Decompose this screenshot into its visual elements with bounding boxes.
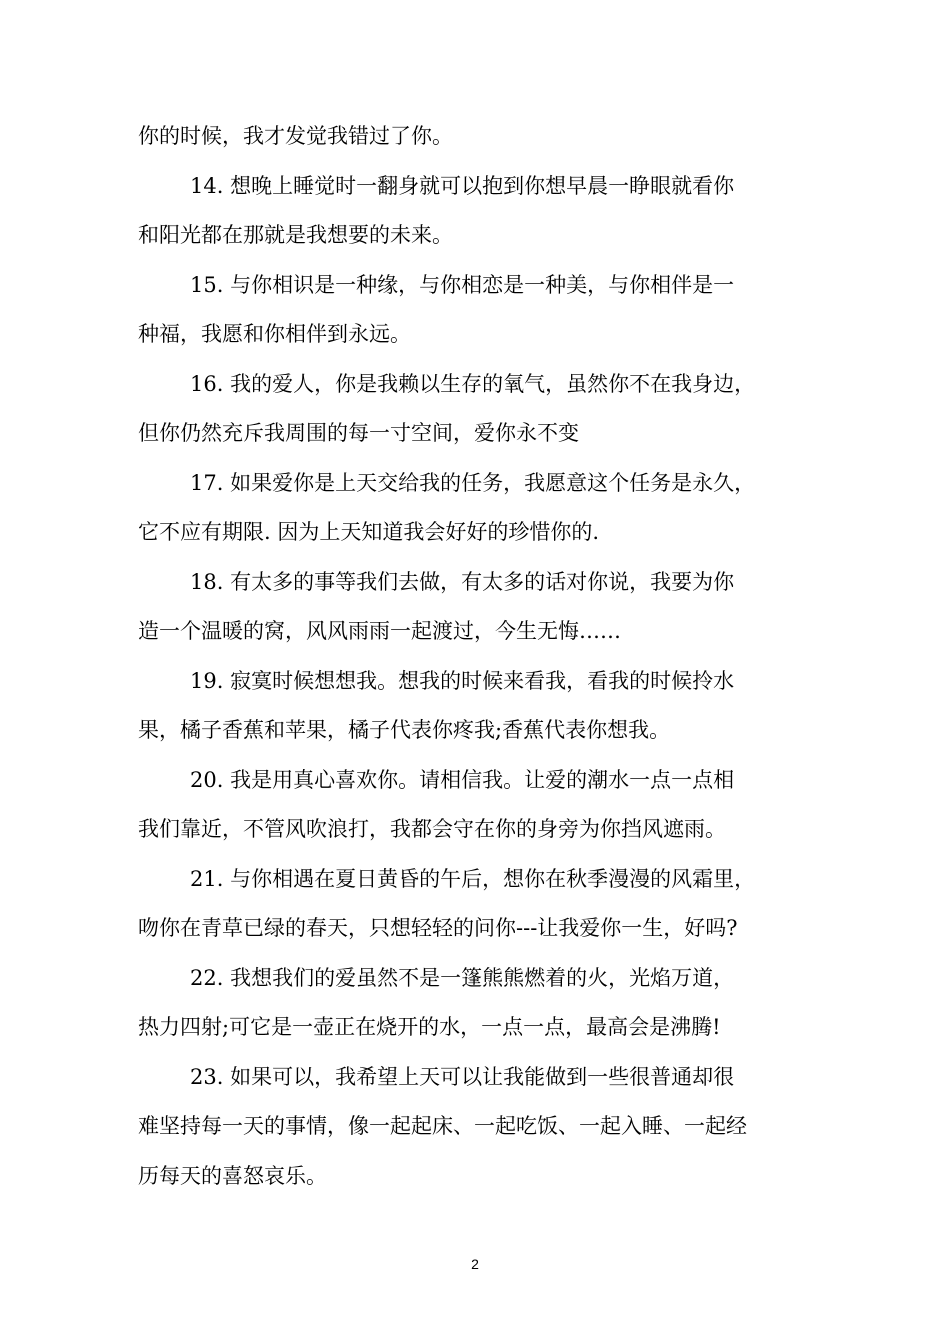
text-line: 难坚持每一天的事情，像一起起床、一起吃饭、一起入睡、一起经 xyxy=(138,1114,747,1138)
text-line: 历每天的喜怒哀乐。 xyxy=(138,1163,327,1188)
text-line: 热力四射;可它是一壶正在烧开的水，一点一点，最高会是沸腾! xyxy=(138,1015,721,1039)
text-line: 14. 想晚上睡觉时一翻身就可以抱到你想早晨一睁眼就看你 xyxy=(190,173,735,198)
body-text xyxy=(138,112,838,1201)
text-line: 果，橘子香蕉和苹果，橘子代表你疼我;香蕉代表你想我。 xyxy=(138,718,671,742)
text-line: 18. 有太多的事等我们去做，有太多的话对你说，我要为你 xyxy=(190,569,735,594)
text-line: 22. 我想我们的爱虽然不是一篷熊熊燃着的火，光焰万道， xyxy=(190,965,735,990)
text-line: 23. 如果可以，我希望上天可以让我能做到一些很普通却很 xyxy=(190,1064,735,1089)
text-line: 16. 我的爱人，你是我赖以生存的氧气，虽然你不在我身边， xyxy=(190,371,756,396)
text-line: 17. 如果爱你是上天交给我的任务，我愿意这个任务是永久， xyxy=(190,470,756,495)
text-line: 19. 寂寞时候想想我。想我的时候来看我，看我的时候拎水 xyxy=(190,668,735,693)
text-line: 它不应有期限. 因为上天知道我会好好的珍惜你的. xyxy=(138,520,600,544)
text-line: 我们靠近，不管风吹浪打，我都会守在你的身旁为你挡风遮雨。 xyxy=(138,817,726,841)
text-line: 20. 我是用真心喜欢你。请相信我。让爱的潮水一点一点相 xyxy=(190,767,735,792)
text-line: 和阳光都在那就是我想要的未来。 xyxy=(138,223,453,247)
text-line: 15. 与你相识是一种缘，与你相恋是一种美，与你相伴是一 xyxy=(190,272,735,297)
page-number: 2 xyxy=(471,1256,479,1272)
text-line: 种福，我愿和你相伴到永远。 xyxy=(138,322,411,346)
text-line: 但你仍然充斥我周围的每一寸空间，爱你永不变 xyxy=(138,421,579,445)
text-line: 造一个温暖的窝，风风雨雨一起渡过，今生无悔…… xyxy=(138,619,621,643)
text-line: 吻你在青草已绿的春天，只想轻轻的问你---让我爱你一生，好吗? xyxy=(138,916,738,940)
text-line: 你的时候，我才发觉我错过了你。 xyxy=(138,124,453,148)
text-line: 21. 与你相遇在夏日黄昏的午后，想你在秋季漫漫的风霜里， xyxy=(190,866,756,891)
